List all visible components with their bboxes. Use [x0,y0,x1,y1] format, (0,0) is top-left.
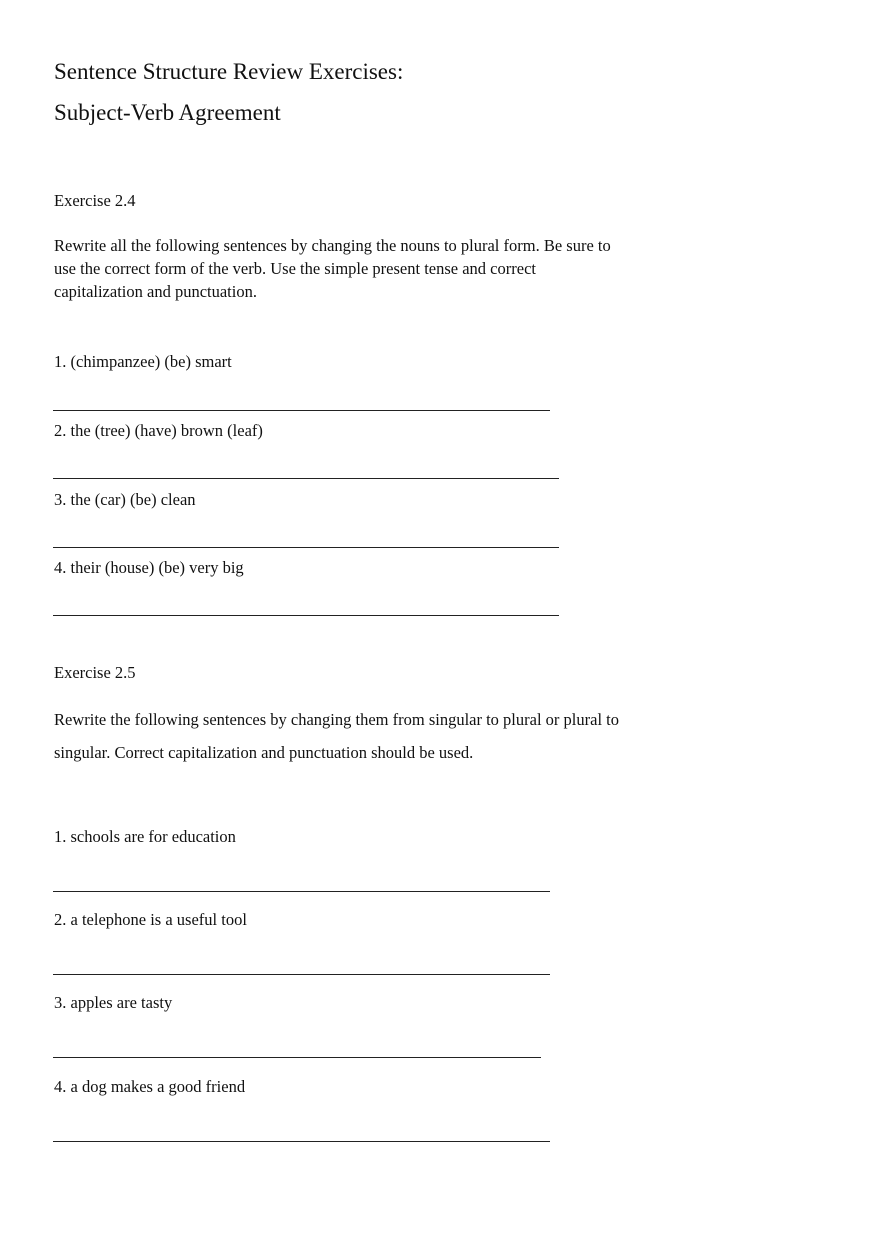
exercise-2-4-instructions-line-2: use the correct form of the verb. Use the simple present tense and correct [54,259,536,278]
exercise-2-5-answer-line-4[interactable] [53,1141,550,1142]
exercise-2-4-item-4: 4. their (house) (be) very big [54,558,244,577]
exercise-2-4-instructions-line-3: capitalization and punctuation. [54,282,257,301]
exercise-2-5-answer-line-1[interactable] [53,891,550,892]
exercise-2-4-instructions-line-1: Rewrite all the following sentences by changing the nouns to plural form. Be sure to [54,236,611,255]
exercise-2-4-answer-line-3[interactable] [53,547,559,548]
exercise-2-4-answer-line-1[interactable] [53,410,550,411]
worksheet-subtitle: Subject-Verb Agreement [54,100,281,125]
exercise-2-5-instructions-line-1: Rewrite the following sentences by changing them from singular to plural or plural to [54,710,619,729]
exercise-2-4-answer-line-2[interactable] [53,478,559,479]
exercise-2-4-item-3: 3. the (car) (be) clean [54,490,196,509]
exercise-2-4-item-2: 2. the (tree) (have) brown (leaf) [54,421,263,440]
exercise-2-5-answer-line-3[interactable] [53,1057,541,1058]
exercise-2-4-item-1: 1. (chimpanzee) (be) smart [54,352,232,371]
exercise-2-5-item-2: 2. a telephone is a useful tool [54,910,247,929]
exercise-2-5-heading: Exercise 2.5 [54,663,136,682]
exercise-2-4-heading: Exercise 2.4 [54,191,136,210]
worksheet-title: Sentence Structure Review Exercises: [54,59,404,84]
exercise-2-5-item-4: 4. a dog makes a good friend [54,1077,246,1096]
exercise-2-4-answer-line-4[interactable] [53,615,559,616]
exercise-2-5-answer-line-2[interactable] [53,974,550,975]
exercise-2-5-item-1: 1. schools are for education [54,827,236,846]
exercise-2-5-item-3: 3. apples are tasty [54,993,173,1012]
exercise-2-5-instructions-line-2: singular. Correct capitalization and punctuation should be used. [54,743,474,762]
